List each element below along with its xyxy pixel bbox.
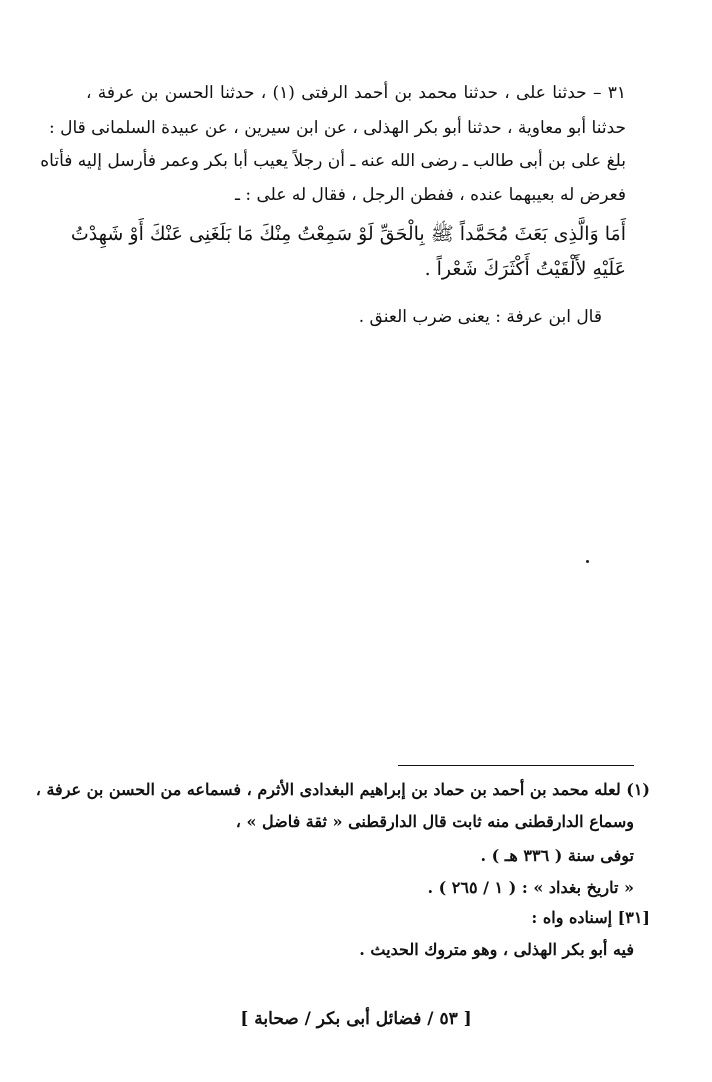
hadith-line-1: ٣١ – حدثنا على ، حدثنا محمد بن أحمد الرفتى (١) ، حدثنا الحسن بن عرفة ، (86, 83, 627, 103)
footnote-2-text: فيه أبو بكر الهذلى ، وهو متروك الحديث . (359, 940, 634, 959)
hadith-line-3: بلغ على بن أبى طالب ـ رضى الله عنه ـ أن رجلاً يعيب أبا بكر وعمر فأرسل إليه فأتاه (40, 151, 626, 171)
footnote-1-line-3: توفى سنة ( ٣٣٦ هـ ) . (480, 846, 634, 865)
quote-line-1: أَمَا وَالَّذِى بَعَثَ مُحَمَّداً ﷺ بِالْحَقِّ لَوْ سَمِعْتُ مِنْكَ مَا بَلَغَنِى عَنْكَ أَوْ شَهِدْتُ (70, 223, 626, 245)
footnote-1-line-2: وسماع الدارقطنى منه ثابت قال الدارقطنى « ثقة فاضل » ، (235, 812, 634, 831)
ibn-arafa-note: قال ابن عرفة : يعنى ضرب العنق . (358, 307, 602, 327)
page-footer: [ ٥٣ / فضائل أبى بكر / صحابة ] (240, 1009, 472, 1029)
hadith-line-4: فعرض له بعيبهما عنده ، ففطن الرجل ، فقال له على : ـ (235, 185, 626, 205)
footnote-2-heading: [٣١] إسناده واه : (531, 908, 650, 927)
page-speck (586, 560, 589, 563)
hadith-line-2: حدثنا أبو معاوية ، حدثنا أبو بكر الهذلى ، عن ابن سيرين ، عن عبيدة السلمانى قال : (48, 118, 626, 138)
footnote-separator (398, 765, 634, 766)
footnote-1-line-1: (١) لعله محمد بن أحمد بن حماد بن إبراهيم البغدادى الأثرم ، فسماعه من الحسن بن عرفة ، (35, 780, 650, 799)
quote-line-2: عَلَيْهِ لأَلْقَيْتُ أَكْثَرَكَ شَعْراً . (424, 258, 626, 280)
footnote-1-line-4: « تاريخ بغداد » : ( ١ / ٢٦٥ ) . (427, 878, 634, 897)
